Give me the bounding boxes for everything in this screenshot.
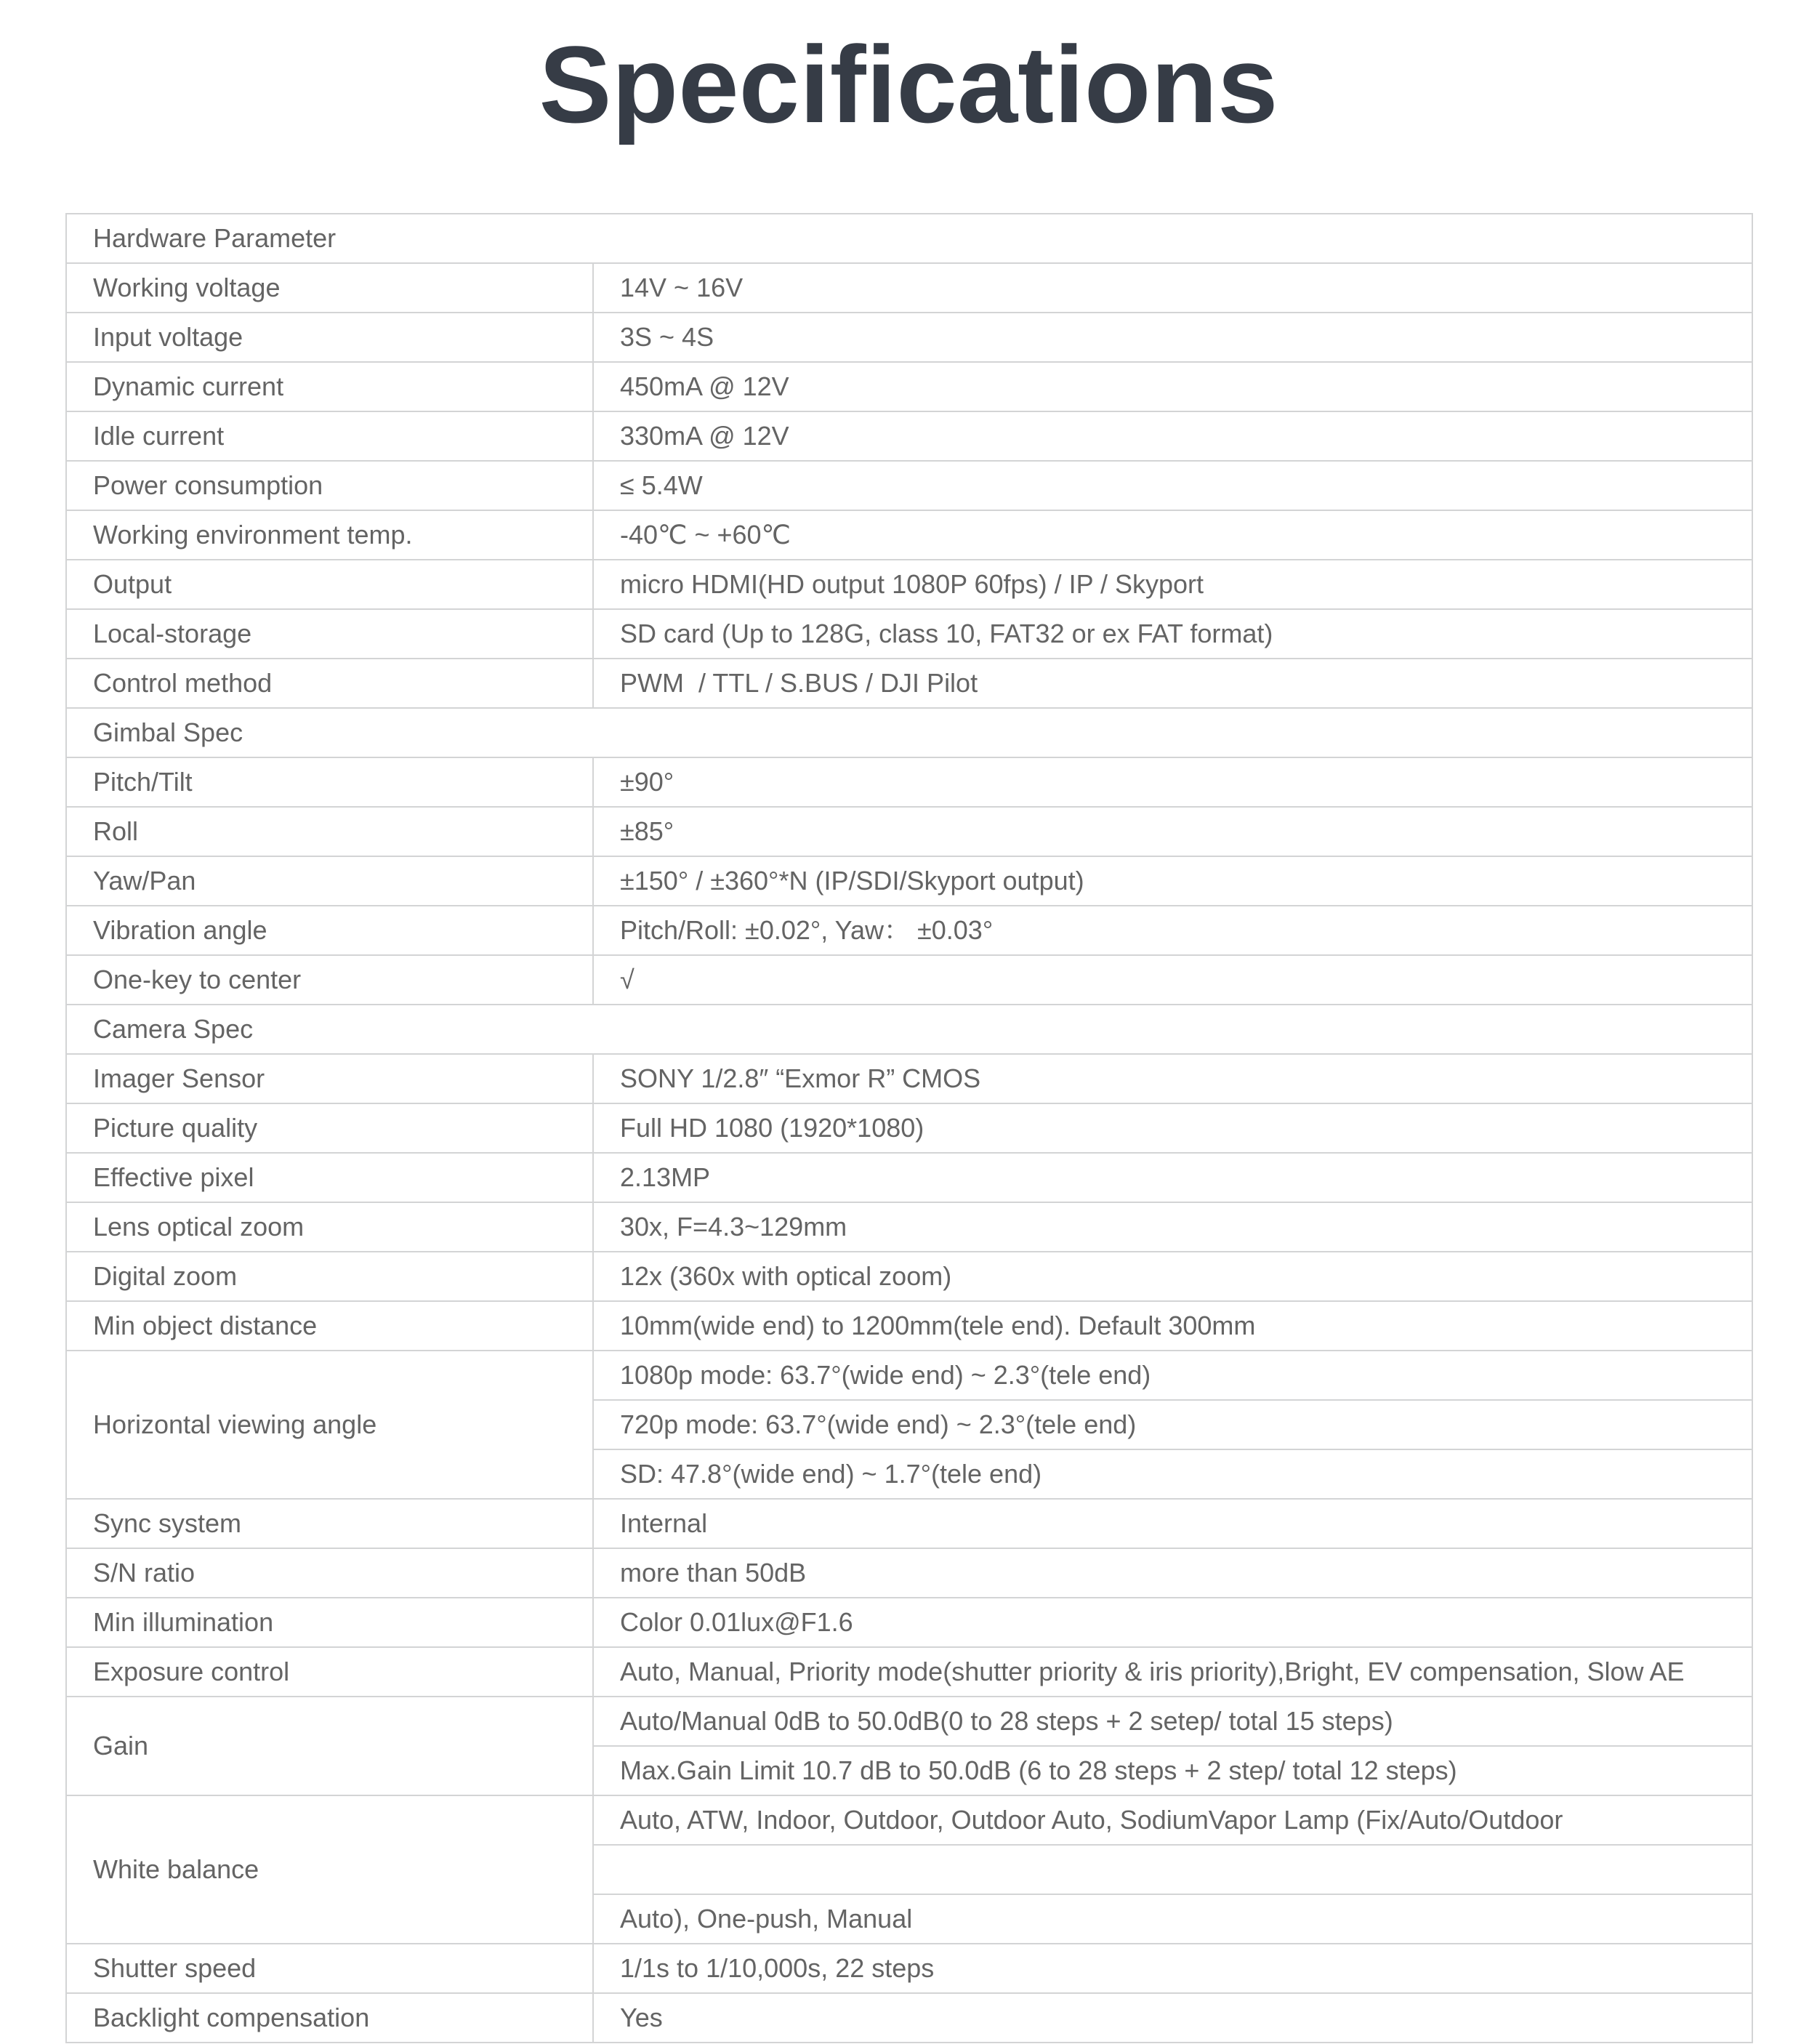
parameter-label: Idle current (66, 411, 593, 461)
parameter-value: 1080p mode: 63.7°(wide end) ~ 2.3°(tele end) (593, 1351, 1752, 1400)
parameter-value: SD: 47.8°(wide end) ~ 1.7°(tele end) (593, 1449, 1752, 1499)
parameter-label: S/N ratio (66, 1548, 593, 1598)
parameter-label: Input voltage (66, 313, 593, 362)
section-header-row (66, 214, 1752, 263)
parameter-value: ±85° (593, 807, 1752, 856)
parameter-label: Dynamic current (66, 362, 593, 411)
parameter-label: Min object distance (66, 1301, 593, 1351)
parameter-label: Exposure control (66, 1647, 593, 1697)
spec-row (66, 1697, 1752, 1746)
spec-row (66, 1795, 1752, 1845)
spec-row (66, 1153, 1752, 1202)
parameter-label: Power consumption (66, 461, 593, 510)
spec-row (66, 1252, 1752, 1301)
parameter-label: Picture quality (66, 1103, 593, 1153)
spec-row (66, 609, 1752, 659)
spec-row (66, 1351, 1752, 1400)
spec-row (66, 510, 1752, 560)
parameter-label: Pitch/Tilt (66, 757, 593, 807)
parameter-label: Output (66, 560, 593, 609)
spec-row (66, 263, 1752, 313)
spec-row (66, 955, 1752, 1005)
specifications-table (65, 213, 1753, 2043)
spec-row (66, 1548, 1752, 1598)
parameter-label: Digital zoom (66, 1252, 593, 1301)
parameter-value: Pitch/Roll: ±0.02°, Yaw： ±0.03° (593, 906, 1752, 955)
spec-row (66, 461, 1752, 510)
parameter-value: 720p mode: 63.7°(wide end) ~ 2.3°(tele end) (593, 1400, 1752, 1449)
spec-row (66, 1944, 1752, 1993)
spec-row (66, 1301, 1752, 1351)
parameter-value: Max.Gain Limit 10.7 dB to 50.0dB (6 to 28 steps + 2 step/ total 12 steps) (593, 1746, 1752, 1795)
parameter-label: Roll (66, 807, 593, 856)
spec-row (66, 411, 1752, 461)
section-header: Hardware Parameter (66, 214, 1752, 263)
parameter-label: Lens optical zoom (66, 1202, 593, 1252)
parameter-value: Auto, Manual, Priority mode(shutter priority & iris priority),Bright, EV compensation, Slow AE (593, 1647, 1752, 1697)
parameter-label: Local-storage (66, 609, 593, 659)
parameter-label: Backlight compensation (66, 1993, 593, 2043)
parameter-label: Shutter speed (66, 1944, 593, 1993)
parameter-value: 2.13MP (593, 1153, 1752, 1202)
parameter-label: Control method (66, 659, 593, 708)
parameter-label: Horizontal viewing angle (66, 1351, 593, 1499)
section-header: Camera Spec (66, 1005, 1752, 1054)
parameter-value: micro HDMI(HD output 1080P 60fps) / IP / Skyport (593, 560, 1752, 609)
parameter-value: √ (593, 955, 1752, 1005)
section-header: Gimbal Spec (66, 708, 1752, 757)
parameter-value: Auto), One-push, Manual (593, 1894, 1752, 1944)
parameter-value: 14V ~ 16V (593, 263, 1752, 313)
spec-row (66, 807, 1752, 856)
parameter-value: Internal (593, 1499, 1752, 1548)
spec-row (66, 856, 1752, 906)
parameter-value: more than 50dB (593, 1548, 1752, 1598)
parameter-value: ±150° / ±360°*N (IP/SDI/Skyport output) (593, 856, 1752, 906)
page-title: Specifications (539, 23, 1278, 145)
parameter-value: Yes (593, 1993, 1752, 2043)
parameter-label: White balance (66, 1795, 593, 1944)
spec-row (66, 1993, 1752, 2043)
spec-row (66, 1202, 1752, 1252)
parameter-value: Full HD 1080 (1920*1080) (593, 1103, 1752, 1153)
parameter-label: Yaw/Pan (66, 856, 593, 906)
parameter-value: 30x, F=4.3~129mm (593, 1202, 1752, 1252)
spec-row (66, 757, 1752, 807)
parameter-value: -40℃ ~ +60℃ (593, 510, 1752, 560)
parameter-label: Effective pixel (66, 1153, 593, 1202)
parameter-value: 3S ~ 4S (593, 313, 1752, 362)
parameter-label: Imager Sensor (66, 1054, 593, 1103)
parameter-value: 10mm(wide end) to 1200mm(tele end). Default 300mm (593, 1301, 1752, 1351)
parameter-label: Working voltage (66, 263, 593, 313)
section-header-row (66, 708, 1752, 757)
parameter-value: SONY 1/2.8″ “Exmor R” CMOS (593, 1054, 1752, 1103)
parameter-value (593, 1845, 1752, 1894)
spec-row (66, 362, 1752, 411)
parameter-value: PWM / TTL / S.BUS / DJI Pilot (593, 659, 1752, 708)
parameter-value: 330mA @ 12V (593, 411, 1752, 461)
parameter-value: ±90° (593, 757, 1752, 807)
parameter-label: One-key to center (66, 955, 593, 1005)
parameter-value: Auto/Manual 0dB to 50.0dB(0 to 28 steps + 2 setep/ total 15 steps) (593, 1697, 1752, 1746)
spec-row (66, 560, 1752, 609)
parameter-value: Color 0.01lux@F1.6 (593, 1598, 1752, 1647)
parameter-value: 1/1s to 1/10,000s, 22 steps (593, 1944, 1752, 1993)
spec-row (66, 1103, 1752, 1153)
spec-row (66, 313, 1752, 362)
parameter-label: Working environment temp. (66, 510, 593, 560)
spec-row (66, 659, 1752, 708)
spec-row (66, 1499, 1752, 1548)
section-header-row (66, 1005, 1752, 1054)
spec-row (66, 1598, 1752, 1647)
parameter-label: Vibration angle (66, 906, 593, 955)
specifications-table-body (66, 214, 1752, 2043)
parameter-value: ≤ 5.4W (593, 461, 1752, 510)
parameter-value: Auto, ATW, Indoor, Outdoor, Outdoor Auto, SodiumVapor Lamp (Fix/Auto/Outdoor (593, 1795, 1752, 1845)
parameter-label: Min illumination (66, 1598, 593, 1647)
spec-row (66, 906, 1752, 955)
parameter-label: Gain (66, 1697, 593, 1795)
parameter-value: 450mA @ 12V (593, 362, 1752, 411)
spec-row (66, 1647, 1752, 1697)
parameter-label: Sync system (66, 1499, 593, 1548)
spec-row (66, 1054, 1752, 1103)
parameter-value: 12x (360x with optical zoom) (593, 1252, 1752, 1301)
parameter-value: SD card (Up to 128G, class 10, FAT32 or ex FAT format) (593, 609, 1752, 659)
